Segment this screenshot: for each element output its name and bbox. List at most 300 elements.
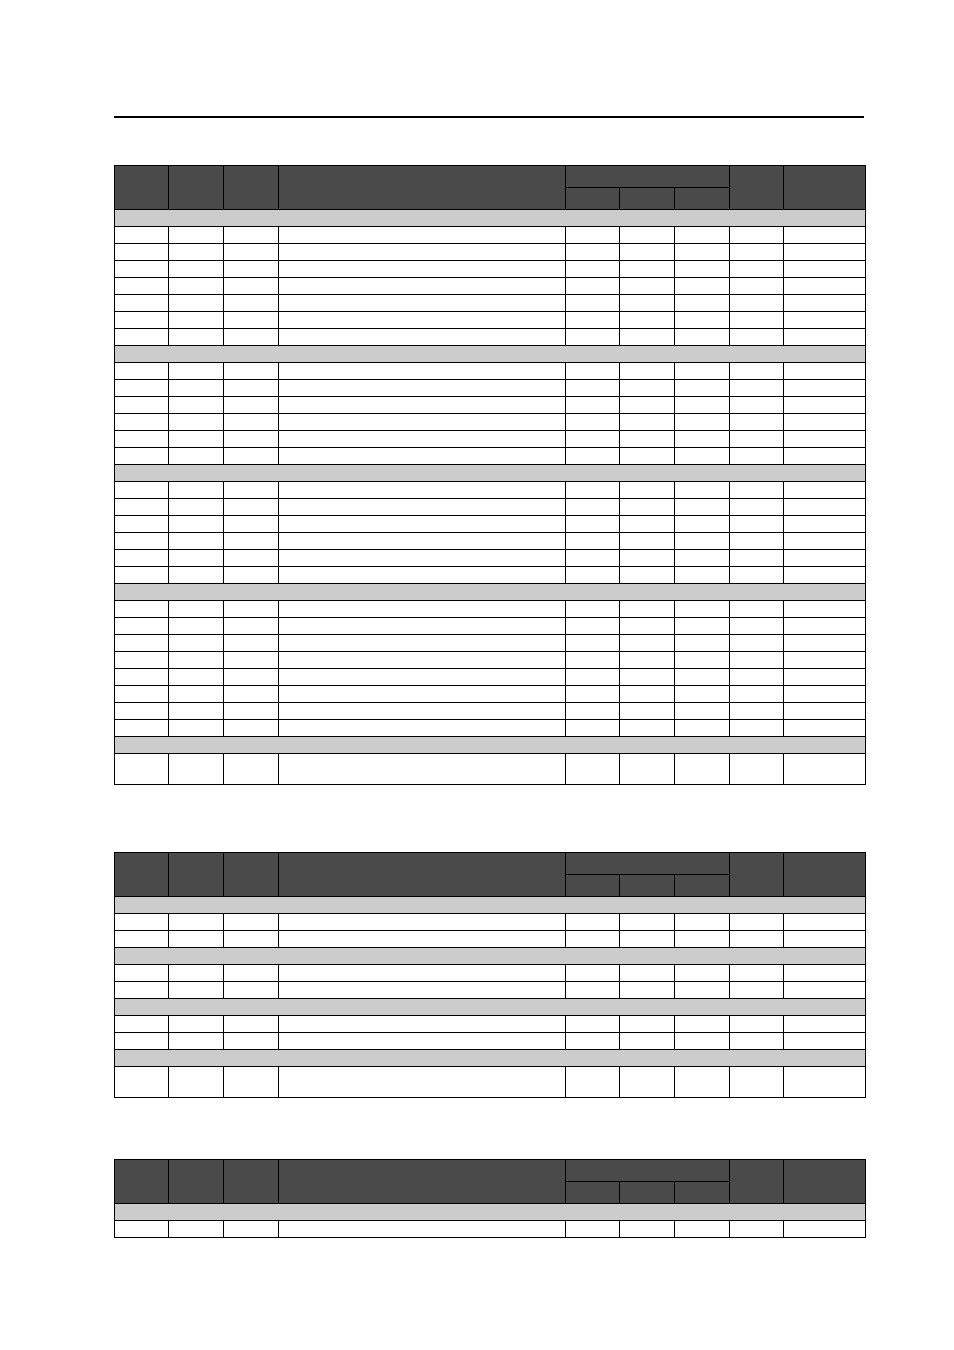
table-cell bbox=[784, 931, 866, 948]
header-cell bbox=[279, 1160, 566, 1204]
table-cell bbox=[279, 397, 566, 414]
header-subcell bbox=[675, 188, 730, 210]
table-body bbox=[115, 210, 866, 785]
header-cell bbox=[730, 853, 784, 897]
table-cell bbox=[620, 499, 675, 516]
table-cell bbox=[675, 982, 730, 999]
section-header-cell bbox=[115, 948, 866, 965]
header-subcell bbox=[566, 875, 620, 897]
table-cell bbox=[675, 244, 730, 261]
table-cell bbox=[169, 516, 224, 533]
table-cell bbox=[730, 244, 784, 261]
table-cell bbox=[675, 635, 730, 652]
table-cell bbox=[566, 380, 620, 397]
table-row bbox=[115, 312, 866, 329]
table-cell bbox=[566, 244, 620, 261]
table-cell bbox=[566, 669, 620, 686]
table-row bbox=[115, 363, 866, 380]
table-cell bbox=[730, 601, 784, 618]
table-cell bbox=[566, 720, 620, 737]
table-cell bbox=[620, 312, 675, 329]
table-1 bbox=[114, 165, 866, 785]
table-row bbox=[115, 499, 866, 516]
table-cell bbox=[620, 669, 675, 686]
table-cell bbox=[784, 499, 866, 516]
table-cell bbox=[566, 363, 620, 380]
header-cell bbox=[224, 166, 279, 210]
header-subcell bbox=[566, 188, 620, 210]
table-cell bbox=[169, 1221, 224, 1238]
table-cell bbox=[566, 329, 620, 346]
header-cell bbox=[115, 1160, 169, 1204]
section-header-row bbox=[115, 999, 866, 1016]
table-cell bbox=[279, 414, 566, 431]
section-header-cell bbox=[115, 1204, 866, 1221]
table-cell bbox=[784, 482, 866, 499]
table-cell bbox=[169, 482, 224, 499]
header-cell bbox=[169, 1160, 224, 1204]
table-cell bbox=[620, 414, 675, 431]
table-cell bbox=[279, 482, 566, 499]
table-cell bbox=[169, 431, 224, 448]
table-cell bbox=[784, 720, 866, 737]
table-cell bbox=[224, 431, 279, 448]
table-cell bbox=[620, 1016, 675, 1033]
table-cell bbox=[115, 601, 169, 618]
table-cell bbox=[566, 516, 620, 533]
table-cell bbox=[620, 1067, 675, 1098]
table-cell bbox=[279, 312, 566, 329]
section-header-row bbox=[115, 737, 866, 754]
table-cell bbox=[566, 499, 620, 516]
table-row bbox=[115, 261, 866, 278]
table-cell bbox=[620, 965, 675, 982]
table-cell bbox=[784, 686, 866, 703]
table-cell bbox=[279, 329, 566, 346]
table-cell bbox=[279, 261, 566, 278]
table-cell bbox=[620, 652, 675, 669]
table-cell bbox=[566, 567, 620, 584]
table-cell bbox=[730, 329, 784, 346]
table-cell bbox=[224, 669, 279, 686]
header-subcell bbox=[566, 1182, 620, 1204]
header-cell bbox=[784, 166, 866, 210]
section-header-cell bbox=[115, 465, 866, 482]
table-cell bbox=[224, 244, 279, 261]
table-cell bbox=[620, 703, 675, 720]
table-cell bbox=[224, 227, 279, 244]
table-cell bbox=[675, 516, 730, 533]
table-cell bbox=[169, 261, 224, 278]
table-cell bbox=[675, 499, 730, 516]
table-cell bbox=[224, 550, 279, 567]
table-cell bbox=[115, 312, 169, 329]
table-cell bbox=[730, 1033, 784, 1050]
table-cell bbox=[784, 448, 866, 465]
table-cell bbox=[784, 618, 866, 635]
table-cell bbox=[730, 914, 784, 931]
table-cell bbox=[279, 931, 566, 948]
header-cell bbox=[730, 166, 784, 210]
table-cell bbox=[279, 720, 566, 737]
table-cell bbox=[224, 363, 279, 380]
table-cell bbox=[115, 914, 169, 931]
table-cell bbox=[730, 686, 784, 703]
table-cell bbox=[169, 754, 224, 785]
table-cell bbox=[224, 754, 279, 785]
header-subcell bbox=[675, 1182, 730, 1204]
table-cell bbox=[224, 533, 279, 550]
table-cell bbox=[675, 931, 730, 948]
table-cell bbox=[279, 278, 566, 295]
table-cell bbox=[620, 516, 675, 533]
table-cell bbox=[675, 618, 730, 635]
table-cell bbox=[279, 601, 566, 618]
table-cell bbox=[279, 363, 566, 380]
table-cell bbox=[566, 703, 620, 720]
table-row bbox=[115, 703, 866, 720]
table-cell bbox=[675, 601, 730, 618]
table-cell bbox=[115, 295, 169, 312]
table-cell bbox=[730, 703, 784, 720]
table-cell bbox=[115, 1221, 169, 1238]
table-cell bbox=[784, 278, 866, 295]
table-cell bbox=[224, 931, 279, 948]
table-cell bbox=[675, 1033, 730, 1050]
section-header-row bbox=[115, 346, 866, 363]
table-cell bbox=[784, 1033, 866, 1050]
table-cell bbox=[730, 754, 784, 785]
table-cell bbox=[675, 482, 730, 499]
table-cell bbox=[224, 380, 279, 397]
table-cell bbox=[115, 1033, 169, 1050]
table-cell bbox=[730, 1016, 784, 1033]
table-cell bbox=[730, 550, 784, 567]
table-cell bbox=[279, 380, 566, 397]
table-cell bbox=[620, 295, 675, 312]
table-row bbox=[115, 329, 866, 346]
table-cell bbox=[279, 914, 566, 931]
table-cell bbox=[224, 703, 279, 720]
table-cell bbox=[224, 414, 279, 431]
table-cell bbox=[730, 397, 784, 414]
table-cell bbox=[279, 431, 566, 448]
table-cell bbox=[620, 931, 675, 948]
table-cell bbox=[169, 601, 224, 618]
table-cell bbox=[620, 1033, 675, 1050]
table-cell bbox=[620, 567, 675, 584]
table-cell bbox=[279, 1067, 566, 1098]
table-row bbox=[115, 516, 866, 533]
table-cell bbox=[784, 533, 866, 550]
header-cell bbox=[730, 1160, 784, 1204]
table-cell bbox=[279, 533, 566, 550]
table-cell bbox=[224, 567, 279, 584]
table-row bbox=[115, 397, 866, 414]
table-row bbox=[115, 601, 866, 618]
table-cell bbox=[566, 431, 620, 448]
table-cell bbox=[784, 567, 866, 584]
table-cell bbox=[675, 278, 730, 295]
table-cell bbox=[169, 380, 224, 397]
table-2 bbox=[114, 852, 866, 1098]
table-cell bbox=[620, 431, 675, 448]
table-cell bbox=[115, 754, 169, 785]
table-cell bbox=[115, 397, 169, 414]
table-cell bbox=[115, 635, 169, 652]
table-cell bbox=[730, 720, 784, 737]
table-cell bbox=[784, 1067, 866, 1098]
table-cell bbox=[730, 261, 784, 278]
table-cell bbox=[675, 329, 730, 346]
table-cell bbox=[566, 550, 620, 567]
table-cell bbox=[784, 261, 866, 278]
table-cell bbox=[566, 227, 620, 244]
table-cell bbox=[784, 295, 866, 312]
table-cell bbox=[224, 448, 279, 465]
table-cell bbox=[566, 533, 620, 550]
table-cell bbox=[224, 482, 279, 499]
table-cell bbox=[224, 397, 279, 414]
table-cell bbox=[279, 652, 566, 669]
table-cell bbox=[566, 448, 620, 465]
table-cell bbox=[169, 1033, 224, 1050]
table-cell bbox=[169, 499, 224, 516]
table-cell bbox=[115, 278, 169, 295]
table-cell bbox=[224, 278, 279, 295]
table-cell bbox=[115, 516, 169, 533]
table-cell bbox=[784, 397, 866, 414]
table-cell bbox=[169, 227, 224, 244]
table-cell bbox=[224, 652, 279, 669]
section-header-cell bbox=[115, 584, 866, 601]
table-cell bbox=[784, 380, 866, 397]
table-cell bbox=[784, 703, 866, 720]
section-header-cell bbox=[115, 346, 866, 363]
table-cell bbox=[730, 482, 784, 499]
table-cell bbox=[224, 329, 279, 346]
table-cell bbox=[675, 448, 730, 465]
table-row bbox=[115, 567, 866, 584]
table-cell bbox=[169, 914, 224, 931]
table-cell bbox=[620, 754, 675, 785]
table-cell bbox=[566, 312, 620, 329]
table-cell bbox=[730, 431, 784, 448]
table-cell bbox=[169, 652, 224, 669]
table-cell bbox=[566, 982, 620, 999]
table-cell bbox=[620, 1221, 675, 1238]
table-cell bbox=[566, 686, 620, 703]
table-cell bbox=[784, 227, 866, 244]
table-cell bbox=[784, 982, 866, 999]
table-cell bbox=[115, 669, 169, 686]
table-cell bbox=[224, 686, 279, 703]
table-cell bbox=[169, 448, 224, 465]
table-row bbox=[115, 448, 866, 465]
table-row bbox=[115, 669, 866, 686]
table-cell bbox=[169, 278, 224, 295]
table-cell bbox=[279, 1016, 566, 1033]
table-cell bbox=[279, 448, 566, 465]
header-subcell bbox=[620, 875, 675, 897]
table-cell bbox=[115, 618, 169, 635]
table-cell bbox=[224, 1033, 279, 1050]
table-cell bbox=[279, 982, 566, 999]
header-subcell bbox=[620, 1182, 675, 1204]
table-cell bbox=[566, 965, 620, 982]
table-cell bbox=[675, 414, 730, 431]
table-body bbox=[115, 897, 866, 1098]
table-cell bbox=[169, 414, 224, 431]
table-row bbox=[115, 227, 866, 244]
table-cell bbox=[620, 261, 675, 278]
table-cell bbox=[566, 1016, 620, 1033]
table-cell bbox=[675, 431, 730, 448]
table-cell bbox=[169, 703, 224, 720]
table-cell bbox=[279, 295, 566, 312]
table-cell bbox=[675, 567, 730, 584]
table-cell bbox=[784, 669, 866, 686]
table-cell bbox=[566, 397, 620, 414]
table-cell bbox=[620, 550, 675, 567]
table-cell bbox=[115, 652, 169, 669]
table-cell bbox=[620, 329, 675, 346]
table-cell bbox=[620, 448, 675, 465]
table-row bbox=[115, 931, 866, 948]
table-cell bbox=[279, 635, 566, 652]
table-cell bbox=[224, 295, 279, 312]
table-cell bbox=[675, 295, 730, 312]
table-cell bbox=[115, 567, 169, 584]
header-cell bbox=[784, 1160, 866, 1204]
table-cell bbox=[730, 618, 784, 635]
table-cell bbox=[675, 1067, 730, 1098]
table-cell bbox=[784, 329, 866, 346]
table-cell bbox=[224, 914, 279, 931]
table-cell bbox=[675, 380, 730, 397]
table-row bbox=[115, 295, 866, 312]
table-cell bbox=[566, 754, 620, 785]
table-cell bbox=[115, 329, 169, 346]
table-cell bbox=[784, 914, 866, 931]
table-cell bbox=[675, 1221, 730, 1238]
table-cell bbox=[730, 448, 784, 465]
table-cell bbox=[675, 652, 730, 669]
table-cell bbox=[169, 720, 224, 737]
table-cell bbox=[675, 914, 730, 931]
table-cell bbox=[224, 261, 279, 278]
table-cell bbox=[675, 397, 730, 414]
table-cell bbox=[115, 1016, 169, 1033]
table-cell bbox=[566, 1033, 620, 1050]
table-cell bbox=[730, 227, 784, 244]
table-cell bbox=[115, 931, 169, 948]
table-cell bbox=[784, 1221, 866, 1238]
table-cell bbox=[730, 278, 784, 295]
table-cell bbox=[620, 720, 675, 737]
table-cell bbox=[675, 669, 730, 686]
table-cell bbox=[566, 601, 620, 618]
table-cell bbox=[115, 982, 169, 999]
table-cell bbox=[784, 652, 866, 669]
table-cell bbox=[279, 227, 566, 244]
table-row bbox=[115, 982, 866, 999]
table-cell bbox=[675, 261, 730, 278]
table-row bbox=[115, 754, 866, 785]
table-cell bbox=[620, 982, 675, 999]
table-cell bbox=[169, 244, 224, 261]
table-cell bbox=[784, 1016, 866, 1033]
table-cell bbox=[115, 533, 169, 550]
table-cell bbox=[169, 965, 224, 982]
table-3 bbox=[114, 1159, 866, 1238]
section-header-row bbox=[115, 465, 866, 482]
table-cell bbox=[115, 703, 169, 720]
table-cell bbox=[169, 1067, 224, 1098]
table-cell bbox=[784, 244, 866, 261]
table-row bbox=[115, 380, 866, 397]
section-header-cell bbox=[115, 999, 866, 1016]
table-cell bbox=[115, 380, 169, 397]
table-row bbox=[115, 618, 866, 635]
header-group-cell bbox=[566, 1160, 730, 1182]
table-cell bbox=[169, 550, 224, 567]
table-cell bbox=[115, 499, 169, 516]
table-cell bbox=[279, 754, 566, 785]
table-cell bbox=[115, 244, 169, 261]
table-cell bbox=[784, 516, 866, 533]
table-cell bbox=[620, 601, 675, 618]
table-cell bbox=[730, 982, 784, 999]
section-header-row bbox=[115, 1050, 866, 1067]
table-cell bbox=[675, 550, 730, 567]
table-cell bbox=[115, 965, 169, 982]
table-cell bbox=[620, 618, 675, 635]
table-cell bbox=[169, 618, 224, 635]
table-cell bbox=[566, 414, 620, 431]
table-cell bbox=[730, 1221, 784, 1238]
table-cell bbox=[730, 669, 784, 686]
table-row bbox=[115, 533, 866, 550]
table-cell bbox=[675, 312, 730, 329]
table-row bbox=[115, 482, 866, 499]
table-cell bbox=[784, 635, 866, 652]
table-cell bbox=[169, 329, 224, 346]
table-cell bbox=[566, 278, 620, 295]
table-cell bbox=[279, 567, 566, 584]
table-body bbox=[115, 1204, 866, 1238]
table-cell bbox=[169, 635, 224, 652]
table-cell bbox=[675, 227, 730, 244]
table-cell bbox=[279, 618, 566, 635]
section-header-row bbox=[115, 1204, 866, 1221]
table-row bbox=[115, 550, 866, 567]
table-row bbox=[115, 1016, 866, 1033]
table-cell bbox=[784, 431, 866, 448]
header-cell bbox=[279, 166, 566, 210]
table-cell bbox=[784, 414, 866, 431]
table-cell bbox=[169, 669, 224, 686]
table-cell bbox=[224, 982, 279, 999]
table-cell bbox=[730, 931, 784, 948]
table-cell bbox=[279, 1033, 566, 1050]
table-cell bbox=[730, 363, 784, 380]
table-cell bbox=[224, 720, 279, 737]
table-cell bbox=[169, 567, 224, 584]
table-cell bbox=[620, 278, 675, 295]
header-group-cell bbox=[566, 166, 730, 188]
table-cell bbox=[115, 1067, 169, 1098]
